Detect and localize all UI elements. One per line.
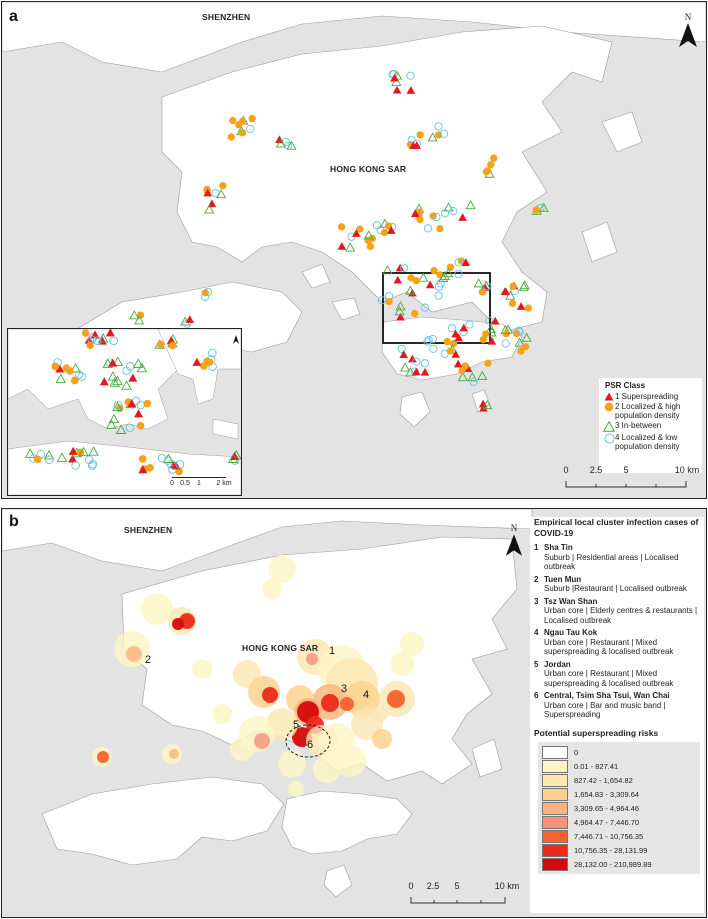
inset-scale-tick: 0.5 bbox=[180, 480, 190, 487]
in-between-point bbox=[478, 372, 487, 380]
north-arrow-icon bbox=[678, 22, 698, 48]
psr-legend-title: PSR Class bbox=[605, 381, 646, 390]
risk-legend-title: Potential superspreading risks bbox=[534, 727, 659, 738]
high-density-point bbox=[169, 342, 177, 350]
high-density-point bbox=[157, 341, 165, 349]
high-density-point bbox=[143, 400, 151, 408]
cases-title: Empirical local cluster infection cases of COVID-19 bbox=[534, 517, 699, 538]
scale-tick: 10 km bbox=[494, 881, 520, 891]
orange-circle-icon bbox=[604, 402, 614, 412]
shenzhen-label: SHENZHEN bbox=[202, 12, 251, 22]
panel-b-label: b bbox=[9, 513, 19, 530]
map-label-1: 1 bbox=[329, 645, 336, 657]
high-density-point bbox=[413, 277, 420, 284]
risk-hotspot bbox=[192, 659, 212, 679]
risk-class-label: 10,756.35 - 28,131.99 bbox=[574, 846, 648, 855]
case-desc: Urban core | Restaurant | Mixed superspreading & localised outbreak bbox=[544, 669, 674, 688]
risk-swatch bbox=[542, 774, 568, 787]
risk-class-row bbox=[542, 816, 696, 830]
psr-legend bbox=[599, 378, 702, 473]
high-density-point bbox=[82, 329, 90, 337]
hong-kong-label: HONG KONG SAR bbox=[330, 164, 407, 174]
risk-legend bbox=[538, 742, 700, 874]
risk-hotspot bbox=[254, 733, 270, 749]
case-item bbox=[534, 543, 704, 572]
blue-circle-icon bbox=[604, 433, 615, 444]
risk-swatch bbox=[542, 830, 568, 843]
map-label-5: 5 bbox=[293, 719, 300, 731]
risk-swatch bbox=[542, 746, 568, 759]
risk-swatch bbox=[542, 816, 568, 829]
map-label-2: 2 bbox=[145, 654, 152, 666]
case-name: Central, Tsim Sha Tsui, Wan Chai bbox=[544, 691, 670, 700]
risk-hotspot bbox=[169, 749, 179, 759]
inset-basemap bbox=[8, 329, 241, 495]
risk-hotspot bbox=[387, 690, 405, 708]
risk-hotspot bbox=[172, 618, 184, 630]
high-density-point bbox=[86, 341, 94, 349]
case-desc: Suburb |Restaurant | Localised outbreak bbox=[544, 584, 687, 593]
case-item bbox=[534, 575, 704, 594]
risk-class-label: 7,446.71 - 10,756.35 bbox=[574, 832, 644, 841]
high-density-point bbox=[367, 243, 374, 250]
high-density-point bbox=[139, 455, 147, 463]
risk-hotspot bbox=[212, 704, 232, 724]
scale-bar-graphic bbox=[407, 895, 527, 907]
in-between-point bbox=[522, 334, 531, 342]
panel-b-scale-bar bbox=[407, 881, 527, 911]
cluster-legend bbox=[530, 517, 704, 913]
high-density-point bbox=[381, 229, 388, 236]
high-density-point bbox=[34, 456, 42, 464]
risk-class-label: 4,964.47 - 7,446.70 bbox=[574, 818, 640, 827]
scale-tick: 10 km bbox=[674, 465, 700, 475]
panel-a-psr-map bbox=[1, 1, 707, 499]
case-item bbox=[534, 628, 704, 657]
risk-swatch bbox=[542, 844, 568, 857]
case-number: 2 bbox=[534, 574, 539, 584]
inset-scale-bar bbox=[172, 477, 232, 493]
shenzhen-label: SHENZHEN bbox=[124, 525, 173, 535]
risk-hotspot bbox=[262, 579, 282, 599]
case-name: Tsz Wan Shan bbox=[544, 596, 598, 606]
high-density-point bbox=[66, 367, 74, 375]
high-density-point bbox=[482, 330, 489, 337]
legend-item-label: 1 Superspreading bbox=[615, 392, 679, 401]
high-density-point bbox=[436, 225, 443, 232]
case-number: 1 bbox=[534, 543, 539, 552]
risk-class-label: 28,132.00 - 210,989.89 bbox=[574, 860, 652, 869]
risk-class-label: 0.01 - 827.41 bbox=[574, 762, 619, 771]
scale-tick: 5 bbox=[454, 881, 460, 891]
scale-tick: 0 bbox=[563, 465, 569, 475]
risk-class-row bbox=[542, 830, 696, 844]
high-density-point bbox=[430, 267, 437, 274]
legend-item-label: 4 Localized & low population density bbox=[615, 433, 680, 451]
north-arrow-icon bbox=[505, 533, 523, 557]
risk-swatch bbox=[542, 788, 568, 801]
north-arrow bbox=[678, 12, 698, 50]
case-item bbox=[534, 597, 704, 626]
high-density-point bbox=[228, 133, 235, 140]
high-density-point bbox=[51, 363, 59, 371]
map-label-3: 3 bbox=[341, 683, 348, 695]
case-name: Sha Tin bbox=[544, 543, 573, 552]
high-density-point bbox=[509, 300, 516, 307]
scale-tick: 0 bbox=[408, 881, 414, 891]
risk-hotspot bbox=[126, 646, 142, 662]
high-density-point bbox=[522, 343, 529, 350]
risk-class-row bbox=[542, 802, 696, 816]
high-density-point bbox=[239, 118, 246, 125]
risk-hotspot bbox=[400, 632, 424, 656]
high-density-point bbox=[206, 358, 214, 366]
high-density-point bbox=[219, 182, 226, 189]
high-density-point bbox=[416, 131, 423, 138]
risk-hotspot bbox=[288, 781, 304, 797]
high-density-point bbox=[490, 154, 497, 161]
risk-class-row bbox=[542, 746, 696, 760]
high-density-point bbox=[533, 207, 540, 214]
scale-tick: 2.5 bbox=[426, 881, 440, 891]
high-density-point bbox=[137, 422, 145, 430]
risk-hotspot bbox=[372, 729, 392, 749]
risk-hotspot bbox=[230, 737, 254, 761]
risk-class-label: 827.42 - 1,654.82 bbox=[574, 776, 633, 785]
red-triangle-icon bbox=[604, 392, 614, 401]
legend-item-low-density bbox=[603, 433, 702, 451]
high-density-point bbox=[447, 347, 454, 354]
legend-item-superspreading bbox=[603, 392, 702, 401]
legend-item-label: 2 Localized & high population density bbox=[615, 402, 681, 420]
inset-map bbox=[7, 328, 242, 496]
high-density-point bbox=[458, 367, 465, 374]
high-density-point bbox=[249, 115, 256, 122]
case-desc: Urban core | Elderly centres & restaurants | Localised outbreak bbox=[544, 606, 698, 625]
north-label: N bbox=[510, 523, 518, 533]
inset-scale-tick: 0 bbox=[170, 480, 174, 487]
case-number: 4 bbox=[534, 628, 539, 637]
north-arrow bbox=[504, 523, 524, 559]
high-density-point bbox=[229, 117, 236, 124]
case-number: 6 bbox=[534, 691, 539, 700]
map-label-4: 4 bbox=[363, 689, 370, 701]
risk-hotspot bbox=[268, 555, 296, 583]
high-density-point bbox=[239, 129, 246, 136]
risk-swatch bbox=[542, 760, 568, 773]
low-density-point bbox=[126, 424, 134, 432]
risk-swatch bbox=[542, 858, 568, 871]
case-item bbox=[534, 691, 704, 720]
legend-item-in-between bbox=[603, 421, 702, 432]
case-desc: Urban core | Restaurant | Mixed superspreading & localised outbreak bbox=[544, 637, 674, 656]
scale-tick: 5 bbox=[623, 465, 629, 475]
high-density-point bbox=[487, 161, 494, 168]
high-density-point bbox=[479, 288, 486, 295]
high-density-point bbox=[525, 304, 532, 311]
high-density-point bbox=[77, 449, 85, 457]
green-triangle-icon bbox=[603, 421, 615, 432]
risk-hotspot bbox=[306, 653, 318, 665]
risk-class-row bbox=[542, 774, 696, 788]
risk-class-row bbox=[542, 858, 696, 872]
case-desc: Urban core | Bar and music band | Superspreading bbox=[544, 700, 666, 719]
risk-class-label: 3,309.65 - 4,964.46 bbox=[574, 804, 640, 813]
scale-bar-graphic bbox=[563, 479, 703, 491]
case-name: Ngau Tau Kok bbox=[544, 628, 598, 637]
high-density-point bbox=[411, 310, 418, 317]
risk-hotspot bbox=[334, 745, 366, 777]
risk-swatch bbox=[542, 802, 568, 815]
map-label-6: 6 bbox=[307, 739, 314, 751]
risk-hotspot bbox=[321, 694, 339, 712]
risk-class-row bbox=[542, 844, 696, 858]
risk-class-label: 1,654.83 - 3,309.64 bbox=[574, 790, 640, 799]
legend-item-high-density bbox=[603, 402, 702, 420]
high-density-point bbox=[509, 283, 516, 290]
risk-hotspot bbox=[340, 697, 354, 711]
inset-scale-tick: 2 km bbox=[216, 480, 232, 487]
case-item bbox=[534, 660, 704, 689]
scale-tick: 2.5 bbox=[589, 465, 603, 475]
risk-hotspot bbox=[372, 706, 388, 722]
risk-class-label: 0 bbox=[574, 748, 579, 757]
panel-b-risk-map bbox=[1, 508, 707, 918]
case-number: 5 bbox=[534, 659, 539, 669]
high-density-point bbox=[484, 360, 491, 367]
risk-hotspot bbox=[97, 751, 109, 763]
risk-class-row bbox=[542, 760, 696, 774]
high-density-point bbox=[444, 338, 451, 345]
risk-hotspot bbox=[278, 750, 306, 778]
legend-item-label: 3 In-between bbox=[615, 421, 662, 430]
high-density-point bbox=[338, 223, 345, 230]
hong-kong-label: HONG KONG SAR bbox=[242, 643, 319, 653]
panel-a-label: a bbox=[9, 8, 18, 25]
high-density-point bbox=[435, 131, 442, 138]
in-between-point bbox=[468, 373, 477, 381]
case-name: Jordan bbox=[544, 659, 571, 669]
low-density-point bbox=[470, 378, 477, 385]
case-number: 3 bbox=[534, 596, 539, 606]
case-name: Tuen Mun bbox=[544, 574, 582, 584]
panel-a-scale-bar bbox=[563, 465, 703, 495]
inset-scale-tick: 1 bbox=[197, 480, 201, 487]
risk-hotspot bbox=[262, 687, 278, 703]
north-label: N bbox=[684, 12, 692, 22]
case-desc: Suburb | Residential areas | Localised outbreak bbox=[544, 552, 679, 571]
high-density-point bbox=[483, 168, 490, 175]
risk-class-row bbox=[542, 788, 696, 802]
high-density-point bbox=[71, 377, 79, 385]
